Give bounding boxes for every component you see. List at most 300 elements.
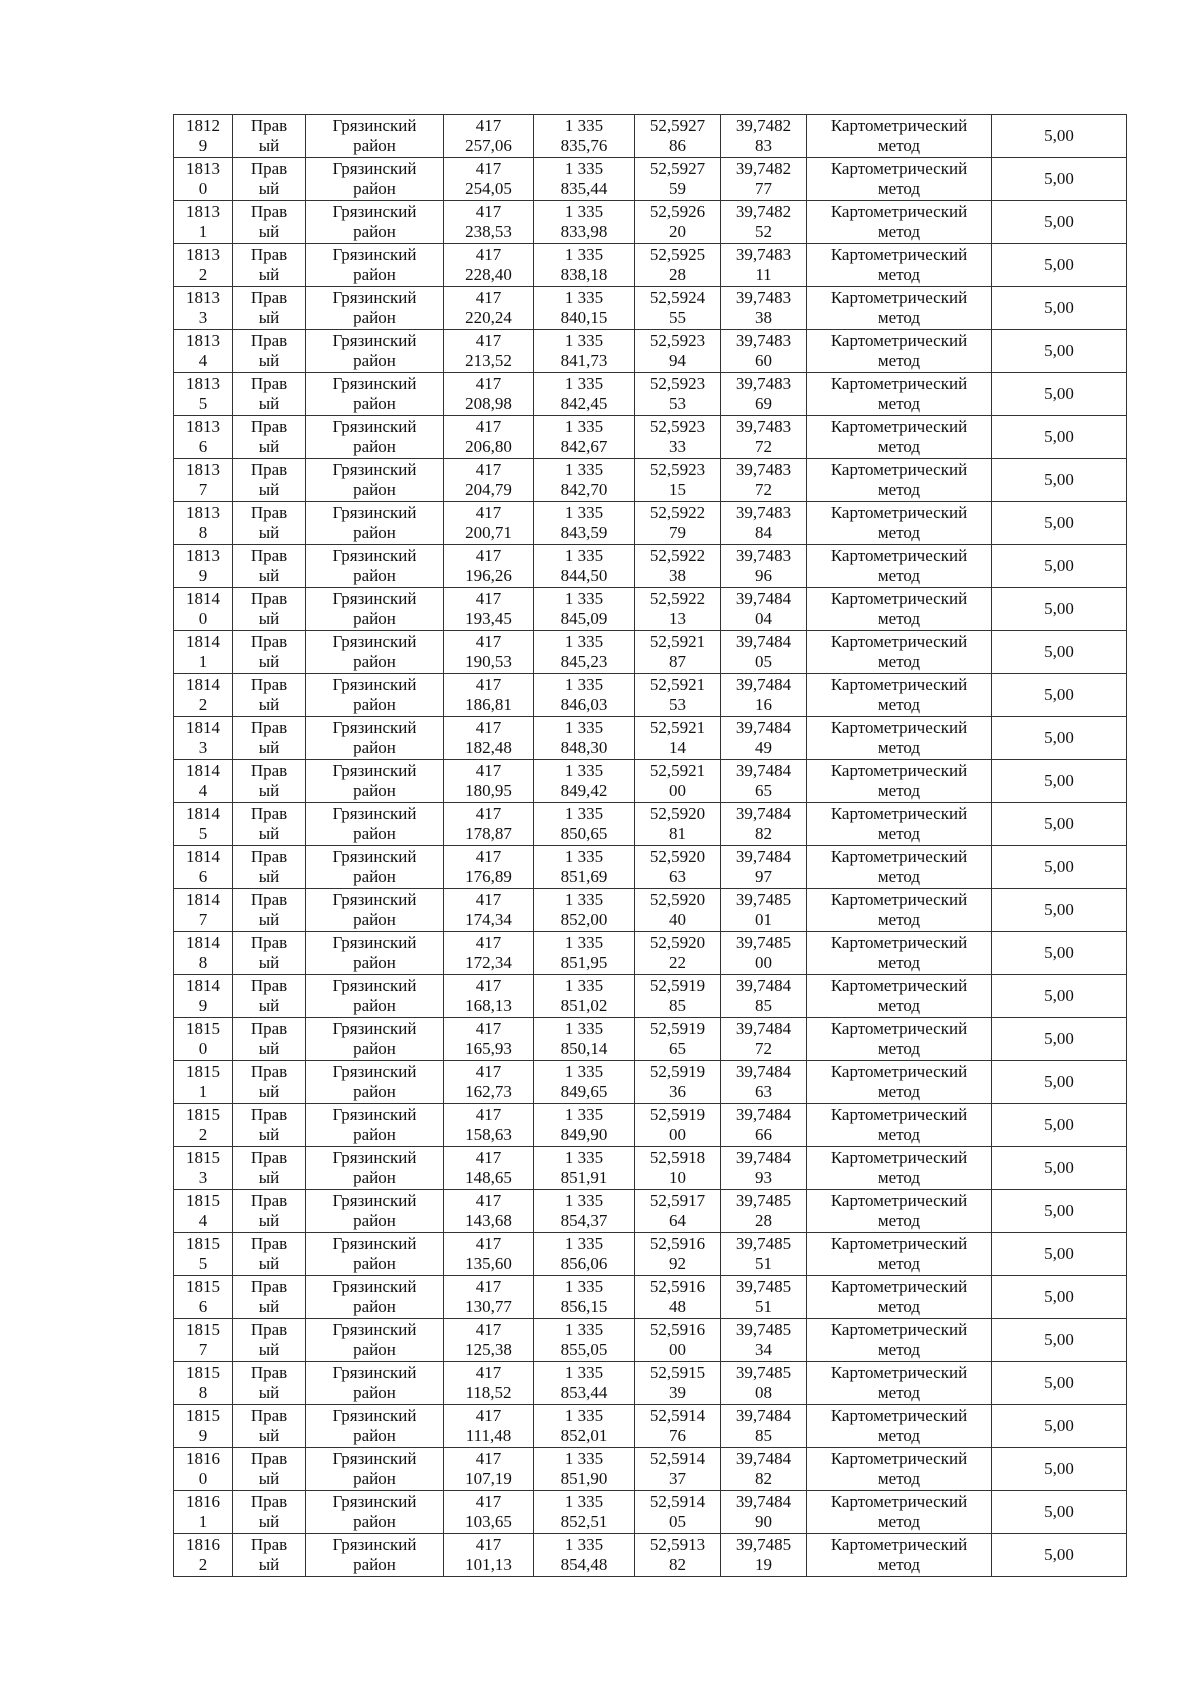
cell-coord-y <box>534 1276 635 1319</box>
cell-district-line: район <box>353 136 396 155</box>
cell-point-number <box>174 1448 233 1491</box>
cell-coord-x-line: 417 <box>475 417 502 436</box>
cell-method-line: метод <box>877 609 921 628</box>
cell-latitude-line: 52,5919 <box>649 1105 706 1124</box>
cell-coord-x-line: 193,45 <box>465 609 512 628</box>
cell-point-number-line: 1813 <box>186 460 220 479</box>
cell-method-line: метод <box>877 179 921 198</box>
table-row <box>174 201 1127 244</box>
cell-latitude-line: 00 <box>669 1340 686 1359</box>
cell-point-number-line: 1816 <box>186 1449 220 1468</box>
cell-accuracy: 5,00 <box>992 631 1127 674</box>
cell-district <box>306 975 444 1018</box>
cell-latitude <box>635 889 721 932</box>
cell-district-line: район <box>353 523 396 542</box>
cell-district-line: район <box>353 351 396 370</box>
cell-latitude-line: 52,5927 <box>649 159 706 178</box>
cell-district-line: Грязинский <box>332 159 417 178</box>
cell-latitude-line: 86 <box>669 136 686 155</box>
cell-bank-side-line: Прав <box>250 374 288 393</box>
cell-coord-x-line: 417 <box>475 1277 502 1296</box>
table-row <box>174 717 1127 760</box>
cell-coord-x-line: 417 <box>475 546 502 565</box>
cell-method-line: Картометрический <box>830 1406 968 1425</box>
cell-coord-y-line: 1 335 <box>564 1535 604 1554</box>
cell-accuracy: 5,00 <box>992 1448 1127 1491</box>
cell-district <box>306 158 444 201</box>
cell-bank-side-line: ый <box>258 480 280 499</box>
cell-district-line: район <box>353 781 396 800</box>
cell-bank-side-line: Прав <box>250 718 288 737</box>
cell-coord-y-line: 1 335 <box>564 116 604 135</box>
cell-accuracy: 5,00 <box>992 1491 1127 1534</box>
cell-method <box>807 1319 992 1362</box>
cell-district <box>306 1147 444 1190</box>
cell-district-line: Грязинский <box>332 1148 417 1167</box>
cell-coord-x <box>444 588 534 631</box>
cell-bank-side-line: ый <box>258 308 280 327</box>
cell-point-number-line: 9 <box>198 566 208 585</box>
cell-method-line: Картометрический <box>830 847 968 866</box>
cell-coord-y <box>534 1448 635 1491</box>
cell-bank-side-line: Прав <box>250 1277 288 1296</box>
table-row <box>174 1018 1127 1061</box>
table-row <box>174 631 1127 674</box>
cell-coord-x <box>444 1190 534 1233</box>
cell-latitude-line: 00 <box>669 1125 686 1144</box>
cell-method-line: метод <box>877 566 921 585</box>
cell-latitude-line: 52,5921 <box>649 718 706 737</box>
cell-coord-x-line: 417 <box>475 675 502 694</box>
cell-latitude-line: 52,5925 <box>649 245 706 264</box>
cell-coord-y-line: 842,70 <box>560 480 608 499</box>
cell-latitude-line: 52,5914 <box>649 1492 706 1511</box>
cell-accuracy: 5,00 <box>992 459 1127 502</box>
cell-method <box>807 975 992 1018</box>
cell-longitude-line: 39,7483 <box>735 288 792 307</box>
cell-bank-side-line: ый <box>258 1297 280 1316</box>
cell-method <box>807 1534 992 1577</box>
cell-bank-side-line: Прав <box>250 116 288 135</box>
cell-latitude-line: 52,5916 <box>649 1320 706 1339</box>
cell-coord-x-line: 417 <box>475 1363 502 1382</box>
cell-method-line: метод <box>877 953 921 972</box>
cell-latitude-line: 52,5921 <box>649 632 706 651</box>
cell-accuracy: 5,00 <box>992 373 1127 416</box>
cell-point-number-line: 1813 <box>186 417 220 436</box>
cell-method-line: метод <box>877 308 921 327</box>
cell-district <box>306 932 444 975</box>
cell-coord-y <box>534 459 635 502</box>
cell-bank-side-line: Прав <box>250 632 288 651</box>
cell-method <box>807 1233 992 1276</box>
cell-longitude-line: 39,7485 <box>735 1320 792 1339</box>
cell-longitude <box>721 244 807 287</box>
cell-bank-side-line: Прав <box>250 589 288 608</box>
cell-method <box>807 1405 992 1448</box>
cell-district <box>306 588 444 631</box>
cell-latitude-line: 52,5915 <box>649 1363 706 1382</box>
cell-bank-side-line: ый <box>258 566 280 585</box>
cell-latitude-line: 52,5916 <box>649 1234 706 1253</box>
cell-district-line: район <box>353 1469 396 1488</box>
cell-district-line: район <box>353 652 396 671</box>
cell-longitude <box>721 158 807 201</box>
cell-latitude <box>635 1405 721 1448</box>
cell-latitude <box>635 1276 721 1319</box>
cell-latitude-line: 52,5923 <box>649 331 706 350</box>
cell-point-number-line: 4 <box>198 1211 208 1230</box>
cell-longitude-line: 04 <box>755 609 772 628</box>
cell-method-line: Картометрический <box>830 1019 968 1038</box>
cell-bank-side-line: Прав <box>250 245 288 264</box>
cell-latitude-line: 52,5914 <box>649 1406 706 1425</box>
table-row <box>174 803 1127 846</box>
cell-method-line: Картометрический <box>830 718 968 737</box>
cell-longitude-line: 51 <box>755 1254 772 1273</box>
cell-method <box>807 1362 992 1405</box>
cell-coord-y-line: 1 335 <box>564 632 604 651</box>
cell-bank-side-line: Прав <box>250 1449 288 1468</box>
cell-district <box>306 717 444 760</box>
cell-longitude-line: 39,7483 <box>735 417 792 436</box>
cell-bank-side <box>233 1276 306 1319</box>
cell-latitude <box>635 1362 721 1405</box>
cell-point-number-line: 1814 <box>186 675 220 694</box>
cell-bank-side <box>233 330 306 373</box>
cell-coord-y <box>534 588 635 631</box>
cell-accuracy: 5,00 <box>992 1190 1127 1233</box>
table-row <box>174 115 1127 158</box>
cell-method <box>807 1276 992 1319</box>
table-row <box>174 158 1127 201</box>
cell-point-number-line: 6 <box>198 437 208 456</box>
cell-bank-side <box>233 1319 306 1362</box>
cell-coord-x-line: 200,71 <box>465 523 512 542</box>
cell-district-line: Грязинский <box>332 331 417 350</box>
cell-longitude <box>721 1319 807 1362</box>
cell-latitude-line: 79 <box>669 523 686 542</box>
cell-coord-x-line: 257,06 <box>465 136 512 155</box>
cell-bank-side-line: ый <box>258 1125 280 1144</box>
cell-longitude-line: 49 <box>755 738 772 757</box>
cell-coord-x-line: 111,48 <box>465 1426 512 1445</box>
cell-method <box>807 932 992 975</box>
cell-district-line: Грязинский <box>332 503 417 522</box>
cell-longitude-line: 85 <box>755 1426 772 1445</box>
cell-district <box>306 1104 444 1147</box>
cell-latitude-line: 52,5922 <box>649 503 706 522</box>
cell-coord-y-line: 1 335 <box>564 503 604 522</box>
cell-latitude-line: 59 <box>669 179 686 198</box>
cell-accuracy: 5,00 <box>992 244 1127 287</box>
cell-district-line: район <box>353 394 396 413</box>
cell-longitude-line: 83 <box>755 136 772 155</box>
cell-method-line: Картометрический <box>830 1449 968 1468</box>
cell-coord-x-line: 417 <box>475 460 502 479</box>
cell-coord-x <box>444 416 534 459</box>
cell-coord-x-line: 417 <box>475 632 502 651</box>
table-row <box>174 1362 1127 1405</box>
cell-latitude-line: 52,5923 <box>649 460 706 479</box>
cell-point-number-line: 0 <box>198 1469 208 1488</box>
cell-longitude-line: 82 <box>755 824 772 843</box>
cell-method-line: Картометрический <box>830 159 968 178</box>
cell-method-line: Картометрический <box>830 976 968 995</box>
cell-longitude-line: 90 <box>755 1512 772 1531</box>
cell-point-number <box>174 1405 233 1448</box>
cell-coord-y-line: 1 335 <box>564 460 604 479</box>
cell-coord-y <box>534 975 635 1018</box>
cell-coord-y-line: 851,02 <box>560 996 608 1015</box>
cell-longitude-line: 39,7484 <box>735 1449 792 1468</box>
cell-district <box>306 201 444 244</box>
cell-coord-y <box>534 115 635 158</box>
cell-coord-y <box>534 803 635 846</box>
cell-method-line: Картометрический <box>830 890 968 909</box>
cell-district-line: район <box>353 867 396 886</box>
cell-coord-x <box>444 502 534 545</box>
cell-bank-side-line: ый <box>258 179 280 198</box>
cell-district-line: район <box>353 179 396 198</box>
cell-coord-y-line: 1 335 <box>564 1363 604 1382</box>
cell-coord-y-line: 1 335 <box>564 1234 604 1253</box>
cell-coord-x <box>444 1276 534 1319</box>
cell-latitude-line: 81 <box>669 824 686 843</box>
cell-coord-y-line: 1 335 <box>564 331 604 350</box>
cell-coord-x-line: 143,68 <box>465 1211 512 1230</box>
cell-method-line: Картометрический <box>830 933 968 952</box>
cell-point-number-line: 1813 <box>186 374 220 393</box>
cell-district-line: Грязинский <box>332 202 417 221</box>
cell-bank-side-line: Прав <box>250 1105 288 1124</box>
cell-bank-side <box>233 674 306 717</box>
cell-coord-y-line: 840,15 <box>560 308 608 327</box>
cell-coord-x <box>444 1319 534 1362</box>
cell-coord-y <box>534 889 635 932</box>
cell-bank-side <box>233 287 306 330</box>
cell-coord-y-line: 1 335 <box>564 159 604 178</box>
cell-bank-side-line: Прав <box>250 546 288 565</box>
cell-longitude-line: 39,7484 <box>735 1062 792 1081</box>
cell-point-number <box>174 674 233 717</box>
cell-district <box>306 674 444 717</box>
cell-coord-x <box>444 244 534 287</box>
cell-point-number <box>174 158 233 201</box>
cell-latitude <box>635 502 721 545</box>
cell-latitude-line: 52,5922 <box>649 589 706 608</box>
cell-latitude <box>635 158 721 201</box>
cell-bank-side-line: ый <box>258 437 280 456</box>
cell-coord-y <box>534 373 635 416</box>
cell-latitude-line: 94 <box>669 351 686 370</box>
cell-longitude <box>721 846 807 889</box>
cell-point-number-line: 7 <box>198 480 208 499</box>
cell-accuracy: 5,00 <box>992 932 1127 975</box>
cell-method <box>807 674 992 717</box>
cell-coord-x-line: 417 <box>475 1019 502 1038</box>
cell-point-number-line: 1815 <box>186 1105 220 1124</box>
cell-bank-side <box>233 545 306 588</box>
cell-point-number <box>174 631 233 674</box>
cell-longitude-line: 39,7484 <box>735 1105 792 1124</box>
cell-point-number-line: 6 <box>198 867 208 886</box>
cell-bank-side-line: ый <box>258 394 280 413</box>
cell-coord-x-line: 206,80 <box>465 437 512 456</box>
cell-district <box>306 1190 444 1233</box>
cell-bank-side-line: Прав <box>250 761 288 780</box>
cell-district-line: район <box>353 308 396 327</box>
cell-district-line: район <box>353 265 396 284</box>
cell-point-number-line: 3 <box>198 738 208 757</box>
cell-coord-x-line: 417 <box>475 159 502 178</box>
cell-point-number-line: 1815 <box>186 1191 220 1210</box>
cell-district-line: Грязинский <box>332 976 417 995</box>
cell-latitude-line: 52,5924 <box>649 288 706 307</box>
cell-district <box>306 846 444 889</box>
cell-bank-side <box>233 1448 306 1491</box>
cell-method <box>807 846 992 889</box>
cell-point-number-line: 0 <box>198 609 208 628</box>
cell-longitude-line: 51 <box>755 1297 772 1316</box>
cell-longitude <box>721 287 807 330</box>
cell-latitude-line: 28 <box>669 265 686 284</box>
cell-point-number-line: 4 <box>198 781 208 800</box>
cell-district-line: Грязинский <box>332 1277 417 1296</box>
cell-coord-x-line: 417 <box>475 1492 502 1511</box>
cell-coord-y-line: 851,69 <box>560 867 608 886</box>
cell-point-number-line: 1814 <box>186 761 220 780</box>
cell-method-line: метод <box>877 1168 921 1187</box>
cell-method <box>807 717 992 760</box>
cell-method-line: метод <box>877 867 921 886</box>
cell-coord-x <box>444 1104 534 1147</box>
cell-longitude-line: 52 <box>755 222 772 241</box>
cell-district-line: район <box>353 1340 396 1359</box>
cell-latitude <box>635 1534 721 1577</box>
cell-point-number-line: 2 <box>198 265 208 284</box>
cell-latitude <box>635 1104 721 1147</box>
cell-coord-x-line: 417 <box>475 589 502 608</box>
cell-bank-side <box>233 975 306 1018</box>
cell-bank-side-line: ый <box>258 824 280 843</box>
cell-district-line: Грязинский <box>332 675 417 694</box>
cell-longitude <box>721 1233 807 1276</box>
cell-coord-x <box>444 975 534 1018</box>
cell-district-line: Грязинский <box>332 847 417 866</box>
cell-district-line: Грязинский <box>332 417 417 436</box>
cell-point-number <box>174 201 233 244</box>
cell-coord-y-line: 833,98 <box>560 222 608 241</box>
cell-bank-side <box>233 803 306 846</box>
cell-district-line: район <box>353 566 396 585</box>
cell-method-line: Картометрический <box>830 675 968 694</box>
cell-method-line: метод <box>877 351 921 370</box>
cell-coord-x <box>444 1233 534 1276</box>
cell-accuracy: 5,00 <box>992 115 1127 158</box>
cell-bank-side-line: ый <box>258 652 280 671</box>
cell-bank-side-line: Прав <box>250 202 288 221</box>
cell-coord-y-line: 1 335 <box>564 718 604 737</box>
cell-longitude-line: 39,7485 <box>735 1277 792 1296</box>
cell-coord-y-line: 843,59 <box>560 523 608 542</box>
cell-bank-side <box>233 1190 306 1233</box>
cell-coord-x-line: 118,52 <box>465 1383 512 1402</box>
cell-point-number-line: 1815 <box>186 1406 220 1425</box>
cell-accuracy: 5,00 <box>992 1319 1127 1362</box>
cell-latitude <box>635 201 721 244</box>
cell-coord-y-line: 1 335 <box>564 1105 604 1124</box>
cell-longitude <box>721 1362 807 1405</box>
cell-longitude <box>721 115 807 158</box>
cell-bank-side-line: Прав <box>250 460 288 479</box>
cell-method-line: метод <box>877 480 921 499</box>
cell-method-line: метод <box>877 1469 921 1488</box>
cell-district-line: Грязинский <box>332 804 417 823</box>
cell-longitude-line: 05 <box>755 652 772 671</box>
cell-coord-x-line: 178,87 <box>465 824 512 843</box>
cell-point-number-line: 1816 <box>186 1535 220 1554</box>
cell-longitude-line: 39,7484 <box>735 976 792 995</box>
cell-bank-side <box>233 1362 306 1405</box>
cell-latitude-line: 39 <box>669 1383 686 1402</box>
cell-coord-y <box>534 502 635 545</box>
cell-accuracy: 5,00 <box>992 760 1127 803</box>
cell-method <box>807 1147 992 1190</box>
cell-district-line: район <box>353 1125 396 1144</box>
cell-method-line: Картометрический <box>830 804 968 823</box>
cell-bank-side-line: ый <box>258 1469 280 1488</box>
cell-latitude-line: 14 <box>669 738 686 757</box>
cell-latitude <box>635 244 721 287</box>
cell-latitude-line: 87 <box>669 652 686 671</box>
cell-longitude-line: 77 <box>755 179 772 198</box>
cell-longitude <box>721 201 807 244</box>
cell-coord-x-line: 213,52 <box>465 351 512 370</box>
cell-accuracy: 5,00 <box>992 416 1127 459</box>
cell-coord-x-line: 417 <box>475 890 502 909</box>
cell-bank-side-line: Прав <box>250 976 288 995</box>
cell-bank-side-line: Прав <box>250 331 288 350</box>
cell-point-number-line: 1813 <box>186 245 220 264</box>
cell-point-number-line: 9 <box>198 996 208 1015</box>
cell-method-line: Картометрический <box>830 761 968 780</box>
cell-point-number-line: 1813 <box>186 503 220 522</box>
table-row <box>174 1319 1127 1362</box>
cell-latitude <box>635 846 721 889</box>
cell-latitude-line: 40 <box>669 910 686 929</box>
cell-latitude <box>635 1018 721 1061</box>
cell-method-line: Картометрический <box>830 1535 968 1554</box>
cell-district-line: район <box>353 1211 396 1230</box>
cell-district-line: Грязинский <box>332 1535 417 1554</box>
cell-coord-y-line: 1 335 <box>564 1019 604 1038</box>
cell-latitude <box>635 717 721 760</box>
cell-district-line: район <box>353 437 396 456</box>
cell-point-number <box>174 846 233 889</box>
cell-district-line: Грязинский <box>332 1363 417 1382</box>
cell-latitude <box>635 975 721 1018</box>
cell-point-number-line: 1813 <box>186 159 220 178</box>
cell-coord-y-line: 1 335 <box>564 1406 604 1425</box>
cell-longitude-line: 72 <box>755 1039 772 1058</box>
cell-coord-x-line: 135,60 <box>465 1254 512 1273</box>
cell-latitude-line: 52,5922 <box>649 546 706 565</box>
cell-district-line: Грязинский <box>332 1019 417 1038</box>
cell-method-line: Картометрический <box>830 632 968 651</box>
cell-point-number <box>174 588 233 631</box>
cell-method <box>807 330 992 373</box>
